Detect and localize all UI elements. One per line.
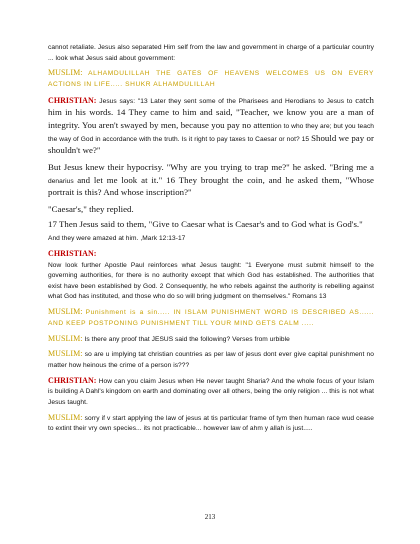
muslim-remark-5-text: sorry if v start applying the law of jesus at tis particular frame of tym then human race wud cease to extint their vry own species... its not practicable... however law of ahm y allah is just..... [48,414,374,433]
christian-remark-2-text: Now look further Apostle Paul reinforces what Jesus taught: "1 Everyone must submit himself to the governing authorities, for there is no authority except that which God has established. The authorities that exist have been established by God. 2 Consequently, he who rebels against the authority is rebelling against what God has instituted, and those who do so will bring judgment on themselves." Romans 13 [48,261,374,301]
page-number: 213 [204,513,216,521]
muslim-remark-2 [48,307,374,329]
scripture-text-b: denarius [48,177,74,185]
speaker-label-muslim: MUSLIM: [48,412,83,422]
christian-remark-1 [48,95,374,158]
speaker-label-muslim: MUSLIM: [48,68,83,78]
scripture-reference: And they were amazed at him. ,Mark 12:13-17 [48,235,186,243]
scripture-text-c: and let me look at it." 16 They brought the coin, and he asked them, "Whose portrait is this? And whose inscription?" [48,174,374,198]
christian-remark-text-b: catch him in his words. 14 They came to him and said, "Teacher, we know you are a man of integrity. You aren't swayed by men, because you pay no atten [48,94,375,130]
muslim-remark-2-text: Punishment is a sin..... IN ISLAM PUNISHMENT WORD IS DESCRIBED AS...... AND KEEP POSTPONING PUNISHMENT TILL YOUR MIND GETS CALM ..... [48,309,374,327]
paragraph-intro: cannot retaliate. Jesus also separated Him self from the law and government in charge of a particular country ... look what Jesus said about government: [48,44,374,62]
christian-remark-text-c: tion to who they are; but you teach the way of God in accordance with the truth. Is it right to pay taxes to Caesar or not? 15 [48,122,375,143]
christian-remark-3 [48,376,374,409]
christian-remark-2 [48,249,374,303]
speaker-label-muslim: MUSLIM: [48,349,83,359]
scripture-paragraph-1 [48,162,374,200]
christian-remark-3-text: How can you claim Jesus when He never taught Sharia? And the whole focus of your Islam is building A Dahl's kingdom on earth and dominating over all others, being the only religion ... this is not what Jesus taught. [48,377,374,406]
muslim-remark-3-text: Is there any proof that JESUS said the following? Verses from urbible [84,335,290,343]
speaker-label-christian: CHRISTIAN: [48,249,97,259]
speaker-label-muslim: MUSLIM: [48,333,83,343]
muslim-remark-1 [48,68,374,90]
christian-remark-text-a: Jesus says: "13 Later they sent some of the Pharisees and Herodians to Jesus to [99,97,353,105]
scripture-paragraph-3: 17 Then Jesus said to them, "Give to Caesar what is Caesar's and to God what is God's." [48,219,363,230]
muslim-remark-3 [48,334,374,346]
muslim-remark-4 [48,349,374,371]
speaker-label-muslim: MUSLIM: [48,307,83,317]
scripture-text-a: But Jesus knew their hypocrisy. "Why are you trying to trap me?" he asked. "Bring me a [48,161,374,172]
muslim-remark-text: ALHAMDULILLAH THE GATES OF HEAVENS WELCOMES US ON EVERY ACTIONS IN LIFE..... SHUKR ALHAMDULILLAH [48,70,374,88]
christian-remark-text-d: Should we pay or shouldn't we?" [48,132,374,156]
page-body [48,43,374,439]
muslim-remark-5 [48,413,374,435]
scripture-paragraph-2: "Caesar's," they replied. [48,203,134,214]
speaker-label-christian: CHRISTIAN: [48,375,97,385]
speaker-label-christian: CHRISTIAN: [48,95,97,105]
muslim-remark-4-text: so are u implying tat christian countries as per law of jesus dont ever give capital punishment no matter how heinous the crime of a person is??? [48,351,374,369]
